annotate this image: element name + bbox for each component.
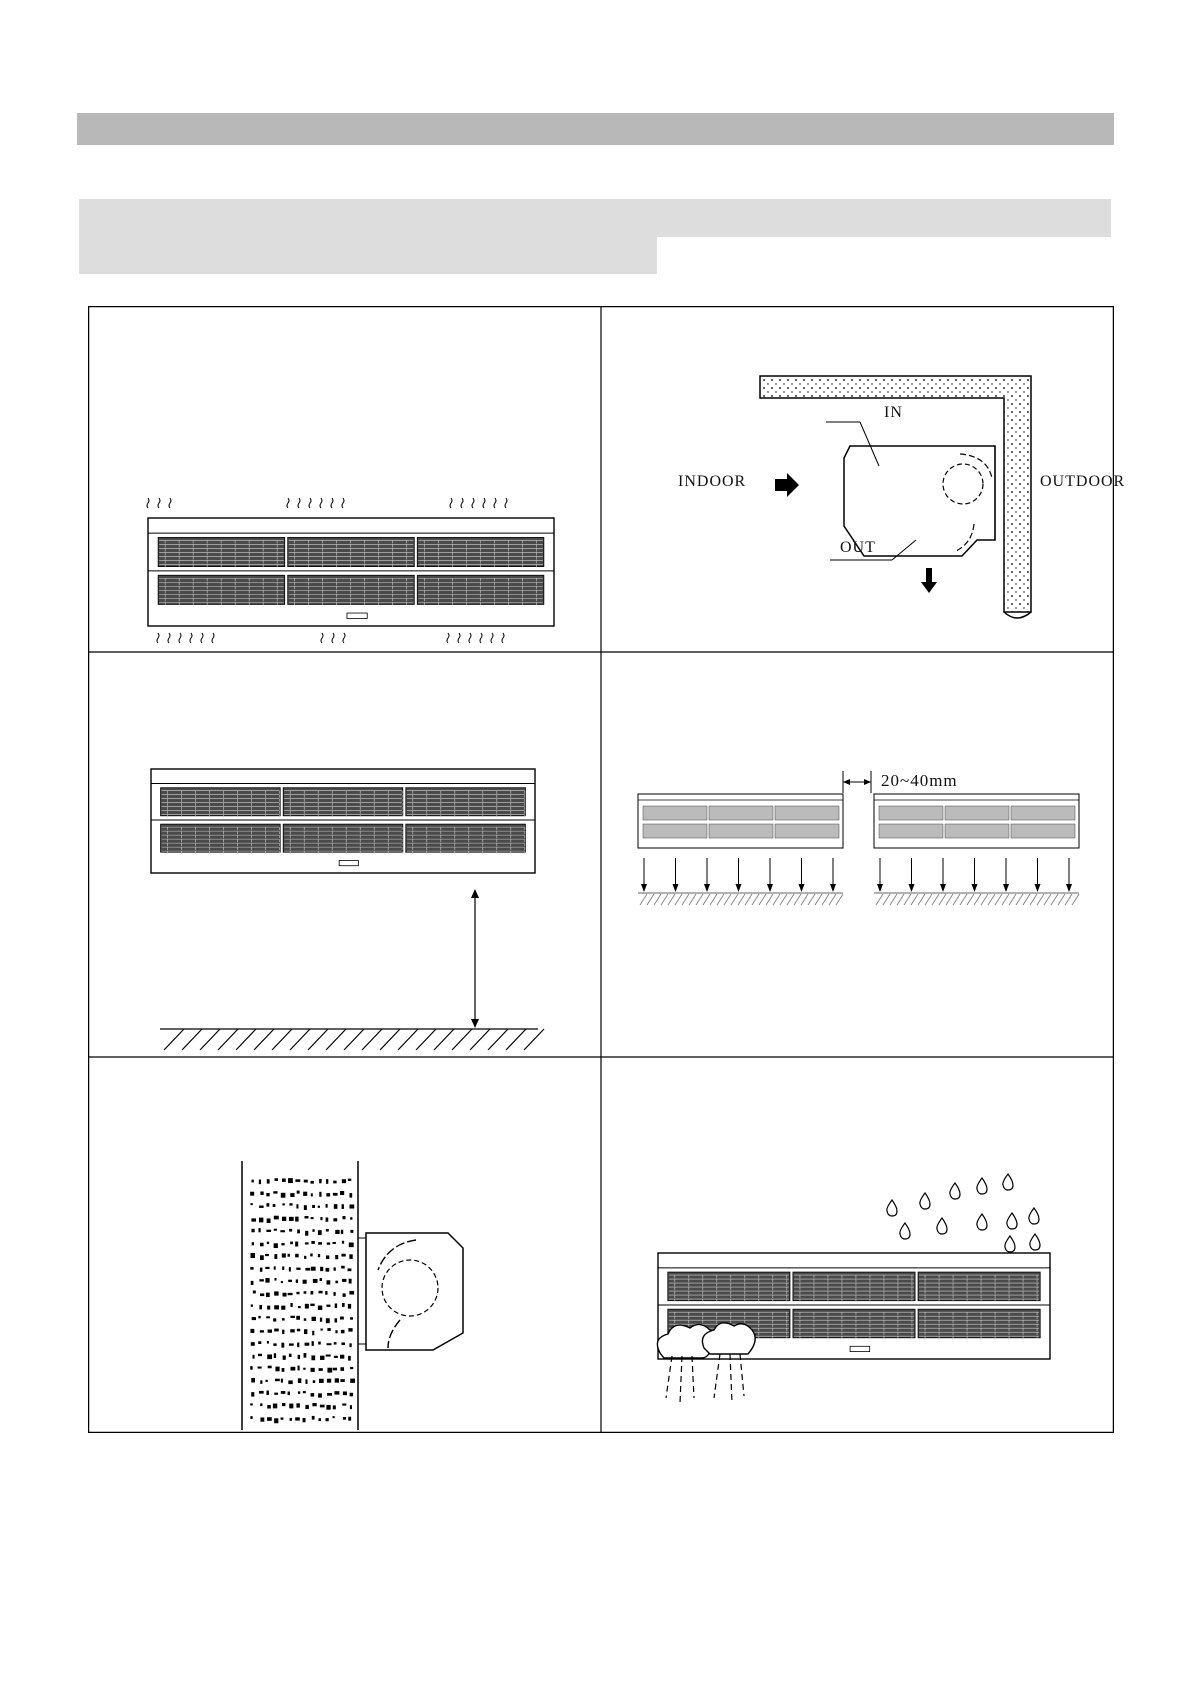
label-gap-dimension: 20~40mm [881,771,958,790]
figure-solid-wall-mounting [88,1058,601,1433]
figure-avoid-rain-and-plants [602,1058,1114,1433]
subsection-header-bar-continued [79,237,657,274]
figure-side-by-side-spacing [602,653,1114,1057]
figure-installation-height [88,653,601,1057]
label-out: OUT [840,539,876,556]
section-header-bar [77,113,1114,145]
label-outdoor: OUTDOOR [1040,473,1126,490]
installation-figure-grid [88,306,1126,1433]
label-in: IN [884,404,903,421]
figure-wall-mounting-section [602,306,1126,652]
label-indoor: INDOOR [678,473,747,490]
figure-airflow-clearance [88,306,601,652]
subsection-header-bar [79,199,1111,237]
